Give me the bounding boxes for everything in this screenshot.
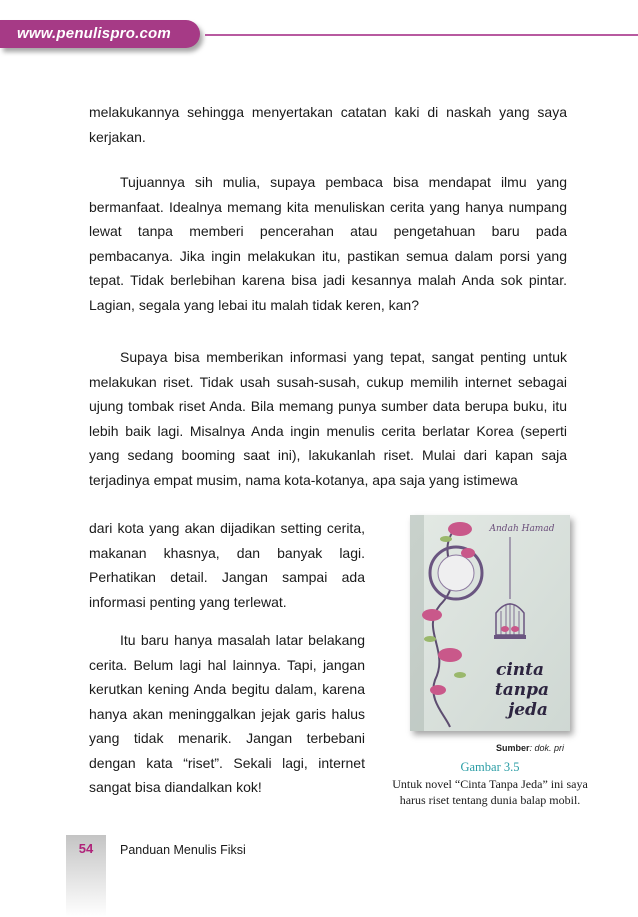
paragraph-1: melakukannya sehingga menyertakan catatan kaki di naskah yang saya kerjakan. (89, 104, 567, 145)
cover-title-line-1: cinta (495, 660, 545, 680)
page-number-box (66, 835, 106, 917)
cover-author: Andah Hamad (489, 524, 555, 534)
figure-caption: Untuk novel “Cinta Tanpa Jeda” ini saya harus riset tentang dunia balap mobil. (392, 777, 588, 807)
header-tab (0, 20, 200, 48)
site-url: www.penulispro.com (17, 25, 171, 42)
paragraph-3-continued: dari kota yang akan dijadikan setting cerita, makanan khasnya, dan banyak lagi. Perhatikan detail. Jangan sampai ada informasi penting yang terlewat. (89, 520, 365, 610)
paragraph-3: Supaya bisa memberikan informasi yang tepat, sangat penting untuk melakukan riset. Tidak usah susah-susah, cukup memilih internet sebagai ujung tombak riset Anda. Bila memang punya sumber data berupa buku, itu lebih baik lagi. Misalnya Anda ingin menulis cerita berlatar Korea (seperti yang sedang booming saat ini), lakukanlah riset. Mulai dari kapan saja terjadinya empat musim, nama kota-kotanya, apa saja yang istimewa (89, 349, 567, 488)
paragraph-4: Itu baru hanya masalah latar belakang cerita. Belum lagi hal lainnya. Tapi, jangan kerutkan kening Anda begitu dalam, karena hanya akan meninggalkan jejak garis halus yang tidak menarik. Jangan terbebani dengan kata “riset”. Sekali lagi, internet sangat bisa diandalkan kok! (89, 632, 365, 795)
cover-title-line-3: jeda (508, 700, 548, 720)
source-value: : dok. pri (529, 743, 565, 753)
page-number: 54 (78, 841, 94, 856)
paragraph-2: Tujuannya sih mulia, supaya pembaca bisa mendapat ilmu yang bermanfaat. Idealnya memang kita menuliskan cerita yang hanya numpang lewat tanpa memberi pencerahan atau pengetahuan baru pada pembacanya. Jika ingin melakukan itu, pastikan semua dalam porsi yang tepat. Tidak berlebihan karena bisa jadi kesannya malah Anda sok pintar. Lagian, segala yang lebai itu malah tidak keren, kan? (89, 174, 567, 313)
figure-title: Gambar 3.5 (460, 760, 520, 774)
figure-source (496, 743, 564, 753)
header-rule (205, 34, 638, 36)
book-title: Panduan Menulis Fiksi (120, 843, 246, 857)
source-label: Sumber (496, 743, 530, 753)
cover-title-line-2: tanpa (494, 680, 550, 700)
book-cover-image (410, 515, 570, 731)
